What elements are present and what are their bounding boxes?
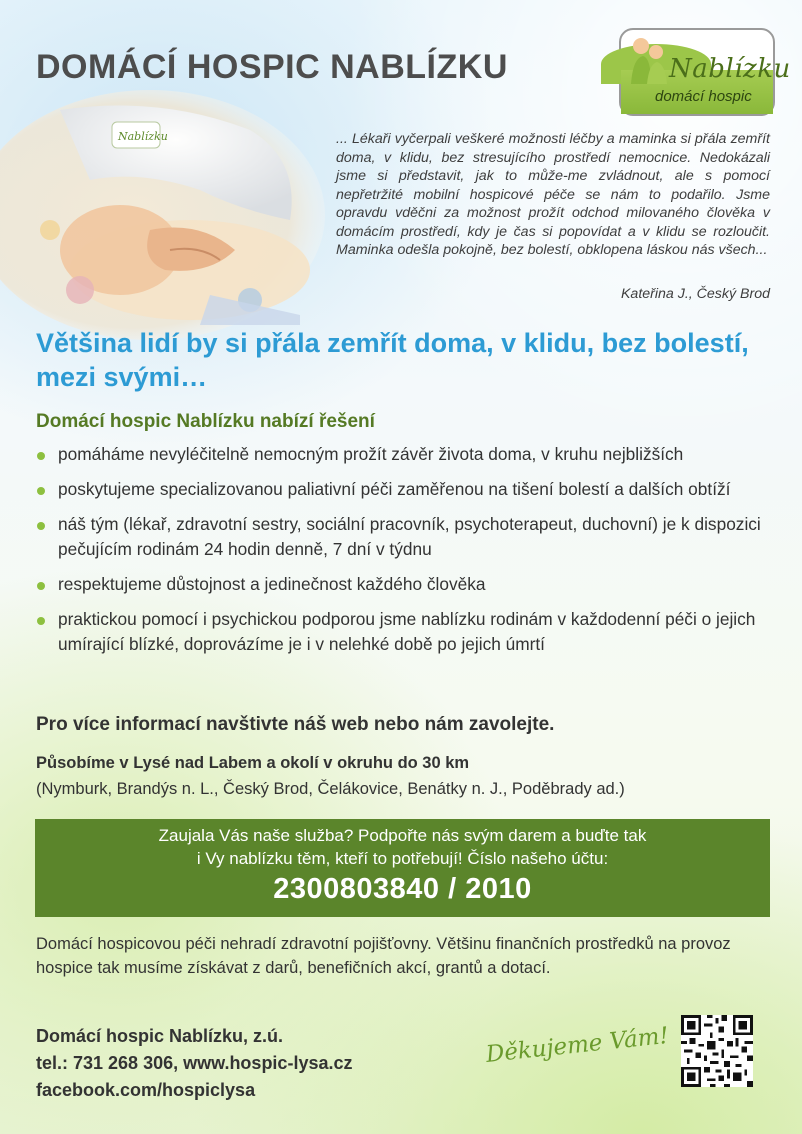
photo-badge: Nablízku: [118, 130, 168, 143]
hands-photo: [0, 100, 325, 325]
page-title: DOMÁCÍ HOSPIC NABLÍZKU: [36, 48, 508, 86]
bullet-dot-icon: [37, 522, 45, 530]
service-area: Působíme v Lysé nad Labem a okolí v okruhu do 30 km: [36, 754, 470, 772]
donation-box: [35, 819, 770, 917]
logo: [619, 28, 791, 116]
logo-subtitle: domácí hospic: [655, 88, 752, 105]
funding-note: Domácí hospicovou péči nehradí zdravotní pojišťovny. Většinu finančních prostředků na provoz hospice tak musíme získávat z darů, benefičních akcí, grantů a dotací.: [36, 935, 731, 977]
testimonial-quote: ... Lékaři vyčerpali veškeré možnosti léčby a maminka si přála zemřít doma, v klidu, bez stresujícího prostředí nemocnice. Nedokázali jsme si představit, jak to může-me zvládnout, ale s pomocí nepřetržité mobilní hospicové péče se nám to podařilo. Jsme opravdu vděčni za možnost prožít odchod milovaného člověka v domácím prostředí, kdy je čas si popovídat a v klidu se rozloučit. Maminka odešla pokojně, bez bolestí, obklopena láskou nás všech...: [336, 131, 770, 258]
thank-you-signature: Děkujeme Vám!: [484, 1022, 670, 1068]
contact-block: [36, 1023, 353, 1104]
logo-wordmark: Nablízku: [669, 54, 791, 84]
list-item: poskytujeme specializovanou paliativní péči zaměřenou na tišení bolestí a dalších obtíží: [36, 477, 776, 502]
donation-text-line1: Zaujala Vás naše služba? Podpořte nás svým darem a buďte tak: [158, 826, 647, 845]
list-item: pomáháme nevyléčitelně nemocným prožít závěr života doma, v kruhu nejbližších: [36, 442, 776, 467]
bullet-dot-icon: [37, 452, 45, 460]
bullet-dot-icon: [37, 617, 45, 625]
facebook-link[interactable]: facebook.com/hospiclysa: [36, 1080, 256, 1100]
qr-code-icon[interactable]: [681, 1015, 753, 1087]
bank-account-number: 2300803840 / 2010: [273, 873, 532, 905]
donation-text-line2: i Vy nablízku těm, kteří to potřebují! Číslo našeho účtu:: [196, 849, 609, 868]
phone-and-website[interactable]: tel.: 731 268 306, www.hospic-lysa.cz: [36, 1053, 353, 1073]
organization-name: Domácí hospic Nablízku, z.ú.: [36, 1026, 284, 1046]
info-headline: Pro více informací navštivte náš web nebo nám zavolejte.: [36, 714, 555, 735]
bullet-dot-icon: [37, 582, 45, 590]
list-item: náš tým (lékař, zdravotní sestry, sociální pracovník, psychoterapeut, duchovní) je k dispozici pečujícím rodinám 24 hodin denně, 7 dní v týdnu: [36, 512, 776, 562]
logo-figures-icon: [629, 36, 669, 84]
bullet-dot-icon: [37, 487, 45, 495]
headline: Většina lidí by si přála zemřít doma, v klidu, bez bolestí, mezi svými…: [36, 328, 749, 392]
list-item: praktickou pomocí i psychickou podporou jsme nablízku rodinám v každodenní péči o jejich umírající blízké, doprovázíme je i v nelehké době po jejich úmrtí: [36, 607, 776, 657]
benefits-list: [36, 442, 776, 667]
service-area-towns: (Nymburk, Brandýs n. L., Český Brod, Čelákovice, Benátky n. J., Poděbrady ad.): [36, 780, 625, 798]
list-item: respektujeme důstojnost a jedinečnost každého člověka: [36, 572, 776, 597]
testimonial-author: Kateřina J., Český Brod: [620, 286, 770, 302]
subheadline: Domácí hospic Nablízku nabízí řešení: [36, 411, 375, 432]
